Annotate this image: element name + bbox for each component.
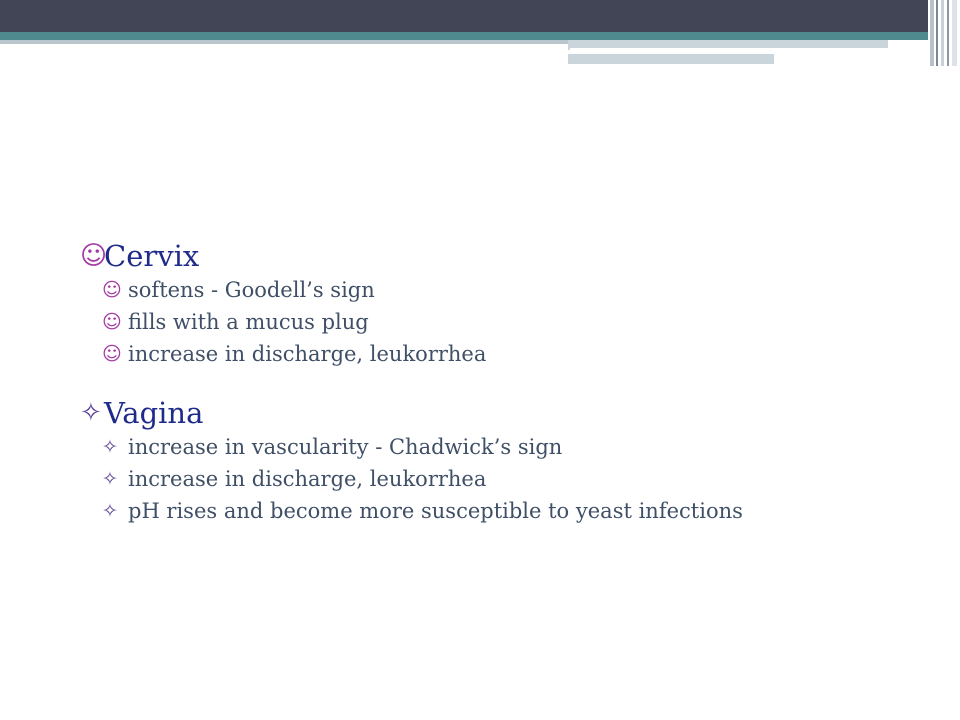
star-icon: ✧ bbox=[102, 468, 118, 490]
list-item bbox=[102, 434, 840, 461]
list-item-text: fills with a mucus plug bbox=[128, 310, 369, 334]
list-item-text: increase in discharge, leukorrhea bbox=[128, 342, 487, 366]
list-item bbox=[102, 341, 840, 368]
list-item-text: pH rises and become more susceptible to yeast infections bbox=[128, 499, 743, 523]
header-decor-line bbox=[570, 48, 888, 50]
smile-icon: ☺ bbox=[102, 279, 122, 301]
list-item bbox=[102, 498, 840, 525]
list-item bbox=[102, 466, 840, 493]
bullet-group-vagina bbox=[80, 395, 840, 525]
star-icon: ✧ bbox=[80, 398, 102, 428]
slide-body bbox=[80, 238, 840, 530]
header-accent-band bbox=[0, 32, 928, 40]
heading-label: Cervix bbox=[104, 239, 200, 273]
heading-cervix bbox=[80, 238, 840, 274]
heading-vagina bbox=[80, 395, 840, 431]
header-right-decor bbox=[928, 0, 960, 66]
list-item-text: increase in discharge, leukorrhea bbox=[128, 467, 487, 491]
bullet-group-cervix bbox=[80, 238, 840, 368]
header-bar bbox=[0, 0, 928, 32]
sub-list-cervix bbox=[80, 277, 840, 368]
list-item-text: increase in vascularity - Chadwick’s sign bbox=[128, 435, 563, 459]
star-icon: ✧ bbox=[102, 436, 118, 458]
heading-label: Vagina bbox=[104, 396, 204, 430]
smile-icon: ☺ bbox=[102, 343, 122, 365]
header-rule bbox=[0, 40, 570, 44]
smile-icon: ☺ bbox=[102, 311, 122, 333]
star-icon: ✧ bbox=[102, 500, 118, 522]
smile-icon: ☺ bbox=[80, 241, 108, 271]
list-item bbox=[102, 309, 840, 336]
header-decor-block-2 bbox=[568, 54, 774, 64]
sub-list-vagina bbox=[80, 434, 840, 525]
list-item-text: softens - Goodell’s sign bbox=[128, 278, 375, 302]
list-item bbox=[102, 277, 840, 304]
